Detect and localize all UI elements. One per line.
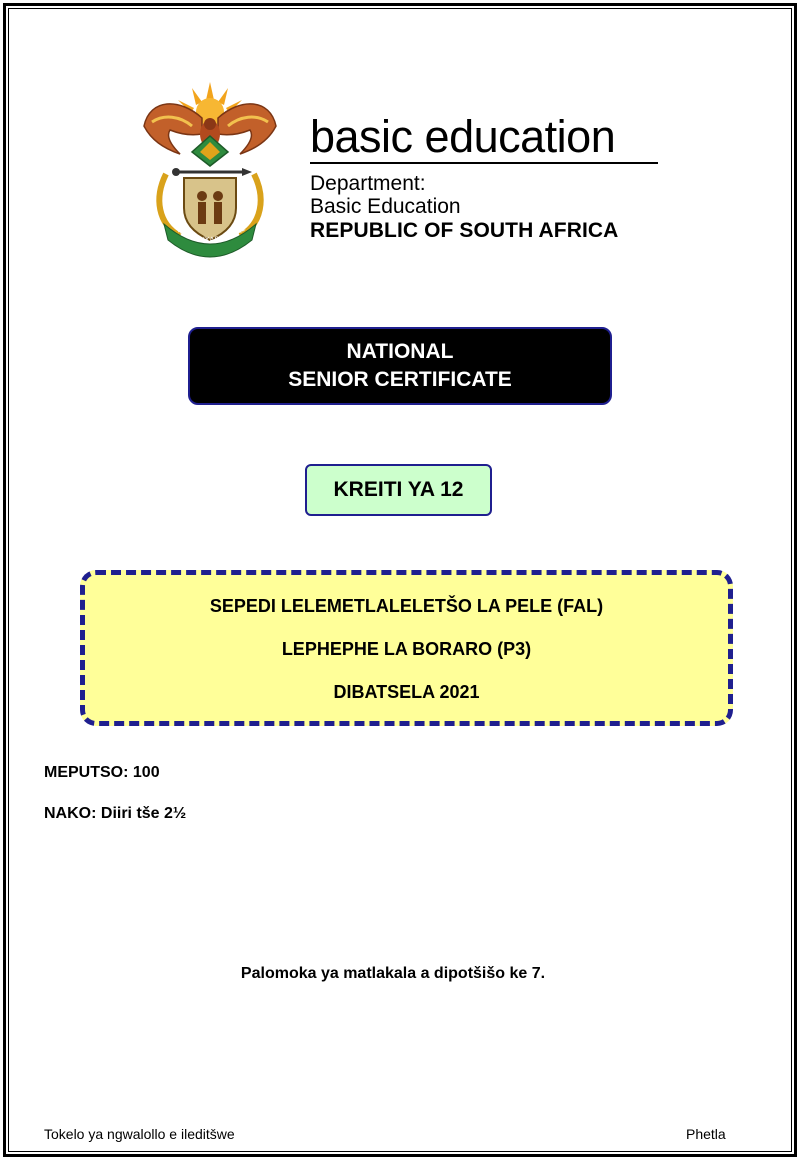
turn-over-note: Phetla bbox=[686, 1126, 726, 1142]
certificate-line-national: NATIONAL bbox=[346, 340, 454, 363]
exam-duration: NAKO: Diiri tše 2½ bbox=[44, 805, 187, 822]
copyright-notice: Tokelo ya ngwalollo e ileditšwe bbox=[44, 1126, 235, 1142]
coat-of-arms-logo bbox=[140, 78, 280, 260]
paper-number: LEPHEPHE LA BORARO (P3) bbox=[281, 639, 532, 659]
exam-session: DIBATSELA 2021 bbox=[333, 682, 480, 702]
motto-text: !KE E: /XARRA //KE bbox=[175, 224, 248, 245]
subject-panel bbox=[80, 570, 733, 726]
certificate-line-senior: SENIOR CERTIFICATE bbox=[288, 368, 512, 391]
total-marks: MEPUTSO: 100 bbox=[44, 764, 160, 781]
department-label: Department: bbox=[310, 172, 426, 195]
department-name: Basic Education bbox=[310, 195, 461, 218]
grade-badge bbox=[305, 464, 492, 516]
country-name: REPUBLIC OF SOUTH AFRICA bbox=[310, 219, 619, 242]
subject-title: SEPEDI LELEMETLALELETŠO LA PELE (FAL) bbox=[209, 596, 604, 616]
department-brand bbox=[310, 110, 660, 243]
page-count-note: Palomoka ya matlakala a dipotšišo ke 7. bbox=[240, 965, 546, 982]
grade-label: KREITI YA 12 bbox=[333, 478, 464, 501]
certificate-banner bbox=[188, 327, 612, 405]
brand-name: basic education bbox=[310, 111, 616, 162]
